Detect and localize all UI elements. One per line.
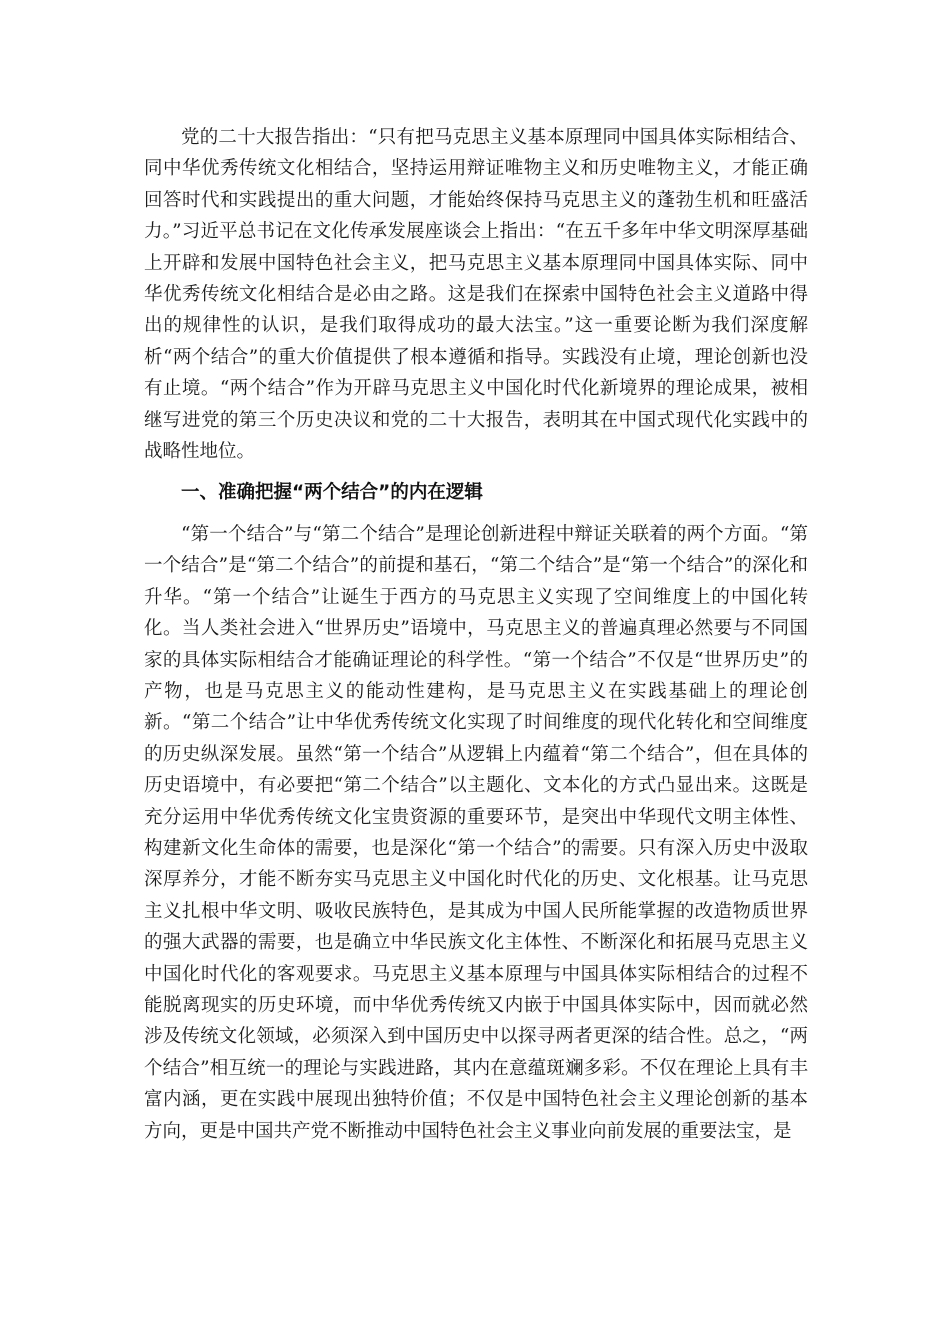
section-heading: 一、准确把握“两个结合”的内在逻辑 [181, 482, 483, 504]
intro-paragraph: 党的二十大报告指出：“只有把马克思主义基本原理同中国具体实际相结合、同中华优秀传统文化相结合，坚持运用辩证唯物主义和历史唯物主义，才能正确回答时代和实践提出的重大问题，才能始终保持马克思主义的蓬勃生机和旺盛活力。”习近平总书记在文化传承发展座谈会上指出：“在五千多年中华文明深厚基础上开辟和发展中国特色社会主义，把马克思主义基本原理同中国具体实际、同中华优秀传统文化相结合是必由之路。这是我们在探索中国特色社会主义道路中得出的规律性的认识，是我们取得成功的最大法宝。”这一重要论断为我们深度解析“两个结合”的重大价值提供了根本遵循和指导。实践没有止境，理论创新也没有止境。“两个结合”作为开辟马克思主义中国化时代化新境界的理论成果，被相继写进党的第三个历史决议和党的二十大报告，表明其在中国式现代化实践中的战略性地位。 [144, 127, 808, 463]
section-paragraph: “第一个结合”与“第二个结合”是理论创新进程中辩证关联着的两个方面。“第一个结合”是“第二个结合”的前提和基石，“第二个结合”是“第一个结合”的深化和升华。“第一个结合”让诞生于西方的马克思主义实现了空间维度上的中国化转化。当人类社会进入“世界历史”语境中，马克思主义的普遍真理必然要与不同国家的具体实际相结合才能确证理论的科学性。“第一个结合”不仅是“世界历史”的产物，也是马克思主义的能动性建构，是马克思主义在实践基础上的理论创新。“第二个结合”让中华优秀传统文化实现了时间维度的现代化转化和空间维度的历史纵深发展。虽然“第一个结合”从逻辑上内蕴着“第二个结合”，但在具体的历史语境中，有必要把“第二个结合”以主题化、文本化的方式凸显出来。这既是充分运用中华优秀传统文化宝贵资源的重要环节，是突出中华现代文明主体性、构建新文化生命体的需要，也是深化“第一个结合”的需要。只有深入历史中汲取深厚养分，才能不断夯实马克思主义中国化时代化的历史、文化根基。让马克思主义扎根中华文明、吸收民族特色，是其成为中国人民所能掌握的改造物质世界的强大武器的需要，也是确立中华民族文化主体性、不断深化和拓展马克思主义中国化时代化的客观要求。马克思主义基本原理与中国具体实际相结合的过程不能脱离现实的历史环境，而中华优秀传统又内嵌于中国具体实际中，因而就必然涉及传统文化领域，必须深入到中国历史中以探寻两者更深的结合性。总之，“两个结合”相互统一的理论与实践进路，其内在意蕴斑斓多彩。不仅在理论上具有丰富内涵，更在实践中展现出独特价值；不仅是中国特色社会主义理论创新的基本方向，更是中国共产党不断推动中国特色社会主义事业向前发展的重要法宝，是 [144, 523, 808, 1142]
document-body [144, 122, 808, 1147]
